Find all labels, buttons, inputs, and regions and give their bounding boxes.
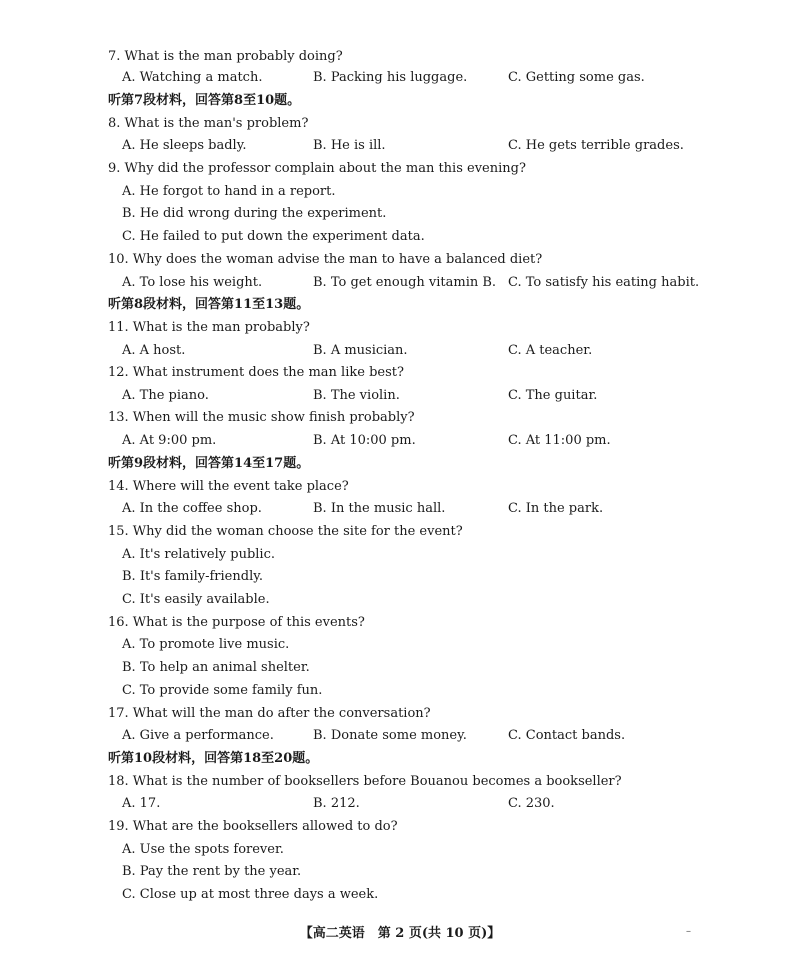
question-12 — [0, 363, 800, 383]
option-b: B. To get enough vitamin B. — [313, 275, 497, 290]
question-17 — [0, 704, 800, 724]
question-19-option-c — [0, 885, 800, 905]
section-text: 听第8段材料，回答第11至13题。 — [108, 297, 310, 312]
question-10-options — [0, 273, 800, 293]
option-c: C. In the park. — [508, 501, 604, 516]
option-c: C. To satisfy his eating habit. — [508, 275, 700, 290]
question-14 — [0, 477, 800, 497]
question-13-options — [0, 431, 800, 451]
question-text: 19. What are the booksellers allowed to do? — [108, 819, 398, 834]
option-b: B. In the music hall. — [313, 501, 446, 516]
option-a: A. To lose his weight. — [122, 275, 263, 290]
option-a: A. It's relatively public. — [122, 547, 276, 562]
option-c: C. At 11:00 pm. — [508, 433, 611, 448]
option-b: B. He did wrong during the experiment. — [122, 206, 387, 221]
question-text: 10. Why does the woman advise the man to have a balanced diet? — [108, 252, 543, 267]
question-7-options — [0, 68, 800, 88]
question-14-options — [0, 499, 800, 519]
question-19 — [0, 817, 800, 837]
option-a: A. To promote live music. — [122, 637, 290, 652]
question-12-options — [0, 386, 800, 406]
question-16-option-b — [0, 658, 800, 678]
question-9-option-c — [0, 227, 800, 247]
option-c: C. It's easily available. — [122, 592, 270, 607]
question-text: 11. What is the man probably? — [108, 320, 310, 335]
option-b: B. Pay the rent by the year. — [122, 864, 302, 879]
question-18 — [0, 772, 800, 792]
option-a: A. He forgot to hand in a report. — [122, 184, 336, 199]
option-c: C. 230. — [508, 796, 555, 811]
question-18-options — [0, 794, 800, 814]
question-text: 17. What will the man do after the conversation? — [108, 706, 431, 721]
question-text: 16. What is the purpose of this events? — [108, 615, 365, 630]
question-13 — [0, 408, 800, 428]
option-c: C. Close up at most three days a week. — [122, 887, 379, 902]
question-15-option-b — [0, 567, 800, 587]
option-c: C. He failed to put down the experiment data. — [122, 229, 425, 244]
option-b: B. It's family-friendly. — [122, 569, 263, 584]
question-17-options — [0, 726, 800, 746]
option-b: B. At 10:00 pm. — [313, 433, 416, 448]
option-b: B. To help an animal shelter. — [122, 660, 310, 675]
section-text: 听第10段材料，回答第18至20题。 — [108, 751, 319, 766]
option-b: B. 212. — [313, 796, 360, 811]
question-text: 18. What is the number of booksellers before Bouanou becomes a bookseller? — [108, 774, 622, 789]
option-a: A. Give a performance. — [122, 728, 274, 743]
option-a: A. 17. — [122, 796, 161, 811]
question-9-option-b — [0, 204, 800, 224]
option-a: A. The piano. — [122, 388, 209, 403]
question-7 — [0, 47, 800, 67]
corner-mark: – — [686, 926, 691, 937]
question-text: 15. Why did the woman choose the site for the event? — [108, 524, 463, 539]
option-a: A. Watching a match. — [122, 70, 263, 85]
question-15-option-c — [0, 590, 800, 610]
question-15 — [0, 522, 800, 542]
section-text: 听第9段材料，回答第14至17题。 — [108, 456, 310, 471]
question-text: 9. Why did the professor complain about the man this evening? — [108, 161, 526, 176]
option-b: B. The violin. — [313, 388, 400, 403]
question-16-option-c — [0, 681, 800, 701]
option-a: A. At 9:00 pm. — [122, 433, 217, 448]
option-c: C. To provide some family fun. — [122, 683, 323, 698]
option-c: C. He gets terrible grades. — [508, 138, 684, 153]
option-c: C. A teacher. — [508, 343, 593, 358]
option-c: C. The guitar. — [508, 388, 598, 403]
option-b: B. He is ill. — [313, 138, 386, 153]
question-8 — [0, 114, 800, 134]
question-text: 13. When will the music show finish probably? — [108, 410, 415, 425]
option-c: C. Contact bands. — [508, 728, 626, 743]
question-15-option-a — [0, 545, 800, 565]
section-header-10 — [0, 749, 800, 769]
question-text: 14. Where will the event take place? — [108, 479, 349, 494]
question-text: 12. What instrument does the man like best? — [108, 365, 404, 380]
question-11 — [0, 318, 800, 338]
page-footer: 【高二英语 第 2 页(共 10 页)】 — [299, 926, 501, 941]
section-header-8 — [0, 295, 800, 315]
question-19-option-a — [0, 840, 800, 860]
option-a: A. In the coffee shop. — [122, 501, 262, 516]
option-b: B. A musician. — [313, 343, 408, 358]
option-b: B. Donate some money. — [313, 728, 467, 743]
question-16-option-a — [0, 635, 800, 655]
question-text: 8. What is the man's problem? — [108, 116, 309, 131]
option-b: B. Packing his luggage. — [313, 70, 468, 85]
question-10 — [0, 250, 800, 270]
question-text: 7. What is the man probably doing? — [108, 49, 343, 64]
option-c: C. Getting some gas. — [508, 70, 645, 85]
section-text: 听第7段材料，回答第8至10题。 — [108, 93, 301, 108]
question-9-option-a — [0, 182, 800, 202]
section-header-7 — [0, 91, 800, 111]
question-11-options — [0, 341, 800, 361]
section-header-9 — [0, 454, 800, 474]
option-a: A. A host. — [122, 343, 186, 358]
question-9 — [0, 159, 800, 179]
question-8-options — [0, 136, 800, 156]
option-a: A. He sleeps badly. — [122, 138, 247, 153]
option-a: A. Use the spots forever. — [122, 842, 284, 857]
question-19-option-b — [0, 862, 800, 882]
question-16 — [0, 613, 800, 633]
